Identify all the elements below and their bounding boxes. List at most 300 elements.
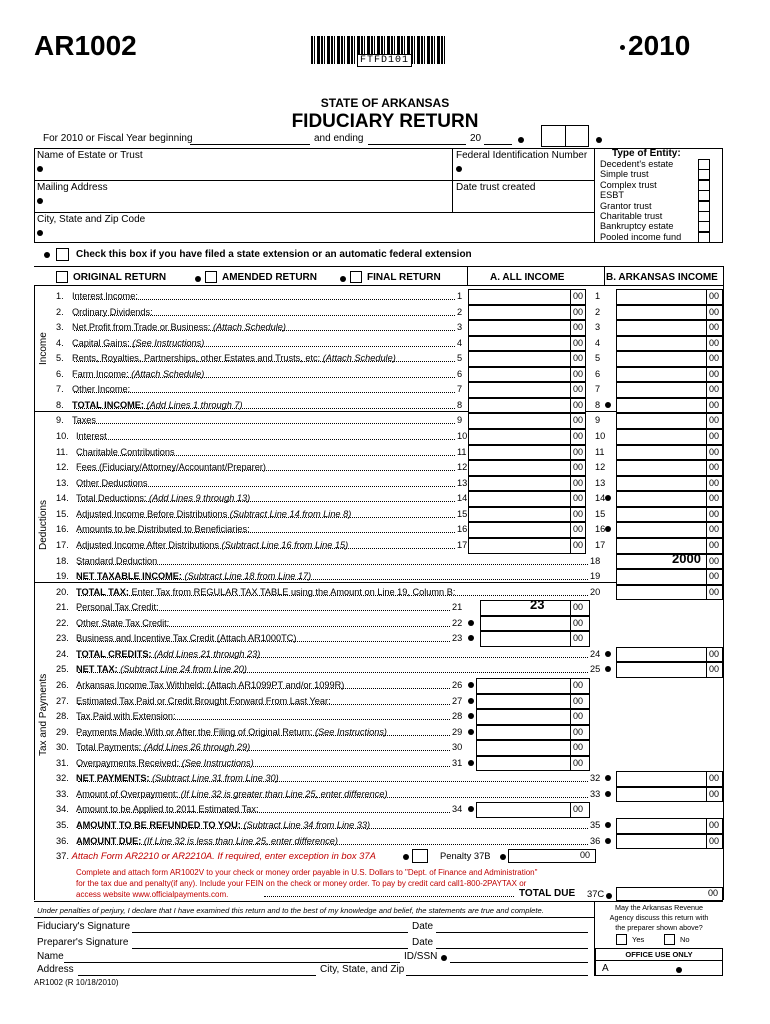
line-label: Overpayments Received: (76, 757, 182, 768)
col-a-cents: 00 (572, 524, 583, 535)
line-instruction: (Attach Schedule) (322, 353, 396, 364)
line-label: Total Deductions: (76, 493, 150, 504)
preparer-signature-field[interactable] (132, 948, 408, 949)
line-label: Total Payments: (76, 742, 144, 753)
leader (78, 710, 450, 720)
entity-type-checkbox[interactable] (698, 211, 710, 222)
line-bold-label: AMOUNT TO BE REFUNDED TO YOU: (76, 820, 244, 831)
leader (78, 617, 450, 627)
line-bold-label: NET TAXABLE INCOME: (76, 571, 185, 582)
col-a-field[interactable] (468, 460, 586, 476)
col-a-field[interactable] (468, 522, 586, 538)
col-b-ref: 16 (595, 524, 606, 535)
col-a-field[interactable] (468, 413, 586, 429)
total-due-label: TOTAL DUE (519, 888, 576, 899)
period-end-field[interactable] (368, 144, 466, 145)
col-b-cents: 00 (708, 446, 719, 457)
col-b-cents: 00 (708, 555, 719, 566)
col-b-cents: 00 (708, 788, 719, 799)
line-instruction: (Attach Schedule) (212, 322, 286, 333)
leader (78, 757, 450, 767)
line-label: Amounts to be Distributed to Beneficiaries: (76, 524, 250, 535)
divider (34, 917, 594, 918)
penalty-cents: 00 (580, 850, 591, 860)
entity-type-label: Complex trust (600, 179, 657, 190)
preparer-name-field[interactable] (64, 962, 400, 963)
date-created-input[interactable] (456, 193, 586, 211)
line-37 (56, 850, 376, 861)
col-a-field[interactable] (468, 538, 586, 554)
line-instruction: (Subtract Line 16 from Line 15) (221, 539, 349, 550)
line-instruction: (See Instructions) (181, 757, 254, 768)
city-input[interactable] (40, 225, 580, 243)
leader (78, 446, 455, 456)
standard-deduction-value: 2000 (672, 550, 701, 566)
office-use-label: OFFICE USE ONLY (625, 950, 693, 959)
bullet (468, 682, 474, 688)
leader (74, 414, 455, 424)
bullet (456, 166, 462, 172)
line-instruction: (Subtract Line 18 from Line 17) (184, 571, 312, 582)
col-a-cents: 00 (572, 322, 583, 333)
year-dot (620, 45, 625, 50)
line-ref: 7 (457, 384, 463, 395)
col-b-ref: 9 (595, 415, 601, 426)
line-bold-label: TOTAL INCOME: (72, 399, 147, 410)
divider (34, 285, 723, 286)
line-instruction: (Add Lines 1 through 7) (146, 399, 243, 410)
col-b-cents: 00 (708, 415, 719, 426)
bullet (403, 854, 409, 860)
col-b-header: B. ARKANSAS INCOME (606, 272, 718, 283)
cents-label: 00 (572, 633, 583, 644)
line-ref: 18 (590, 555, 601, 566)
col-a-field[interactable] (468, 382, 586, 398)
col-b-cents: 00 (708, 462, 719, 473)
col-b-ref: 17 (595, 539, 606, 550)
col-b-ref: 11 (595, 446, 605, 457)
leader (74, 290, 455, 300)
line-instruction: (Subtract Line 34 from Line 33) (243, 820, 371, 831)
line-ref: 9 (457, 415, 463, 426)
col-a-cents: 00 (572, 446, 583, 457)
final-return-checkbox[interactable] (350, 271, 362, 283)
extension-checkbox[interactable] (56, 248, 69, 261)
preparer-name-label: Name (37, 951, 64, 962)
col-b-ref: 4 (595, 337, 601, 348)
line-number: 8. (56, 399, 64, 410)
line-label: Enter Tax from REGULAR TAX TABLE using the Amount on Line 19, Column B: (131, 586, 456, 597)
col-a-cents: 00 (572, 477, 583, 488)
line-label: Adjusted Income Before Distributions (76, 508, 230, 519)
leader (78, 788, 588, 798)
line-ref: 12 (457, 462, 468, 473)
leader (78, 430, 455, 440)
name-input[interactable] (40, 160, 440, 178)
line-number: 36. (56, 835, 69, 846)
col-b-cents: 00 (708, 539, 719, 550)
preparer-address-field[interactable] (78, 975, 316, 976)
period-prefix: For 2010 or Fiscal Year beginning (43, 133, 193, 144)
line-37-text: Attach Form AR2210 or AR2210A. If required, enter exception in box (71, 850, 357, 861)
col-a-field[interactable] (468, 398, 586, 414)
line-bold-label: TOTAL CREDITS: (76, 648, 155, 659)
bullet (596, 137, 602, 143)
entity-type-checkbox[interactable] (698, 221, 710, 232)
line-label: Tax Paid with Extension: (76, 711, 176, 722)
col-b-ref: 5 (595, 353, 601, 364)
col-b-cents: 00 (708, 648, 719, 659)
divider (467, 266, 468, 286)
leader (74, 306, 455, 316)
col-b-cents: 00 (708, 493, 719, 504)
col-b-ref: 14 (595, 493, 606, 504)
entity-type-checkbox[interactable] (698, 201, 710, 212)
line-ref: 23 (452, 633, 463, 644)
line-number: 2. (56, 306, 64, 317)
cents-label: 00 (572, 695, 583, 706)
col-b-ref: 15 (595, 508, 606, 519)
entity-type-checkbox[interactable] (698, 169, 710, 180)
mailing-label: Mailing Address (37, 182, 108, 193)
col-a-cents: 00 (572, 399, 583, 410)
final-return-label: FINAL RETURN (367, 272, 441, 283)
col-a-cents: 00 (572, 368, 583, 379)
col-b-cents: 00 (708, 477, 719, 488)
preparer-date-label: Date (412, 937, 434, 948)
discuss-yes-label: Yes (632, 935, 645, 944)
discuss-no-checkbox[interactable] (664, 934, 675, 945)
preparer-date-field[interactable] (436, 948, 588, 949)
line-label: Capital Gains: (72, 337, 133, 348)
line-number: 28. (56, 711, 69, 722)
perjury-statement: Under penalties of perjury, I declare that I have examined this return and to the best of my knowledge and belief, the statements are true and complete. (37, 906, 544, 915)
col-a-cents: 00 (572, 306, 583, 317)
line-number: 22. (56, 617, 69, 628)
entity-type-label: Pooled income fund (600, 231, 682, 242)
line-ref: 19 (590, 571, 601, 582)
line-ref: 13 (457, 477, 468, 488)
preparer-city-label: City, State, and Zip (320, 964, 405, 975)
col-b-ref: 13 (595, 477, 606, 488)
line-ref: 5 (457, 353, 463, 364)
bullet (195, 276, 201, 282)
col-a-cents: 00 (572, 291, 583, 301)
line-ref: 29 (452, 726, 463, 737)
payment-note-1: Complete and attach form AR1002V to your check or money order payable in U.S. Dollars to "Dept. of Finance and Administration" (76, 868, 538, 877)
fein-input[interactable] (466, 160, 586, 178)
divider (34, 266, 723, 267)
page-title: FIDUCIARY RETURN (291, 111, 479, 132)
line-bold-label: AMOUNT DUE: (76, 835, 144, 846)
entity-type-label: Simple trust (600, 169, 649, 180)
leader (78, 803, 450, 813)
entity-type-label: Decedent's estate (600, 159, 674, 169)
cents-label: 00 (572, 602, 583, 613)
col-b-cents: 00 (708, 384, 719, 395)
line-ref: 32 (590, 773, 601, 784)
line-bold-label: TOTAL TAX: (76, 586, 132, 597)
line-label: Amount to be Applied to 2011 Estimated Tax: (76, 804, 259, 815)
line-number: 29. (56, 726, 69, 737)
cents-label: 00 (572, 711, 583, 722)
col-b-cents: 00 (708, 524, 719, 535)
line-bold-label: NET PAYMENTS: (76, 773, 153, 784)
line-ref: 24 (590, 648, 601, 659)
fein-label: Federal Identification Number (456, 150, 588, 161)
col-a-cents: 00 (572, 462, 583, 473)
date-created-label: Date trust created (456, 182, 536, 193)
line-ref: 15 (457, 508, 468, 519)
amended-return-checkbox[interactable] (205, 271, 217, 283)
col-a-field[interactable] (468, 305, 586, 321)
col-a-field[interactable] (468, 336, 586, 352)
entity-type-checkbox[interactable] (698, 180, 710, 191)
line-number: 14. (56, 493, 69, 504)
form-id: AR1002 (34, 30, 137, 61)
discuss-yes-checkbox[interactable] (616, 934, 627, 945)
col-b-ref: 1 (595, 291, 601, 301)
divider (594, 148, 595, 243)
bullet (468, 806, 474, 812)
line-label: Other Deductions (76, 477, 148, 488)
original-return-checkbox[interactable] (56, 271, 68, 283)
divider (604, 266, 605, 286)
leader (78, 695, 450, 705)
col-b-cents: 00 (708, 322, 719, 333)
bullet (605, 666, 611, 672)
col-a-cents: 00 (572, 493, 583, 504)
divider (34, 180, 594, 181)
period-year-label: 20 (470, 133, 482, 144)
line-instruction: (See Instructions) (132, 337, 205, 348)
leader (78, 461, 455, 471)
line-ref: 33 (590, 788, 601, 799)
leader (74, 352, 455, 362)
line-label: Adjusted Income After Distributions (76, 539, 222, 550)
line-ref: 16 (457, 524, 468, 535)
line-ref: 31 (452, 757, 463, 768)
line-ref: 2 (457, 306, 463, 317)
bullet (605, 822, 611, 828)
line-number: 30. (56, 742, 69, 753)
office-a-label: A (602, 963, 609, 974)
line-number: 1. (56, 291, 64, 301)
divider (595, 960, 723, 961)
divider (34, 901, 723, 902)
line-instruction: (Add Lines 26 through 29) (143, 742, 251, 753)
line-number: 15. (56, 508, 69, 519)
col-a-field[interactable] (468, 351, 586, 367)
line-ref: 17 (457, 539, 468, 550)
line-number: 20. (56, 586, 69, 597)
line-ref: 21 (452, 602, 463, 613)
entity-type-label: Charitable trust (600, 211, 663, 221)
line-ref: 11 (457, 446, 467, 457)
cents-label: 00 (572, 680, 583, 690)
fiduciary-date-field[interactable] (436, 932, 588, 933)
col-a-cents: 00 (572, 431, 583, 442)
line-instruction: (Add Lines 9 through 13) (149, 493, 251, 504)
col-a-field[interactable] (468, 507, 586, 523)
line-number: 23. (56, 633, 69, 644)
line-instruction: (See Instructions) (314, 726, 387, 737)
line-label: Amount of Overpayment: (76, 788, 181, 799)
line-37-box-label: 37A (359, 850, 376, 861)
bullet (676, 967, 682, 973)
bullet (468, 620, 474, 626)
line-ref: 4 (457, 337, 463, 348)
discuss-line-3: the preparer shown above? (615, 923, 703, 932)
bullet (605, 838, 611, 844)
line-number: 12. (56, 462, 69, 473)
line-number: 6. (56, 368, 64, 379)
bullet (468, 635, 474, 641)
line-ref: 3 (457, 322, 463, 333)
leader (74, 337, 455, 347)
bullet (44, 252, 50, 258)
section-deductions: Deductions (38, 499, 49, 550)
entity-type-checkbox[interactable] (698, 159, 710, 170)
entity-type-checkbox[interactable] (698, 232, 710, 243)
period-begin-field[interactable] (190, 144, 310, 145)
col-b-cents: 00 (708, 773, 719, 784)
line-instruction: (Add Lines 21 through 23) (154, 648, 261, 659)
line-label: Standard Deduction (76, 555, 158, 566)
extension-text: Check this box if you have filed a state extension or an automatic federal extension (76, 249, 472, 260)
col-a-field[interactable] (468, 367, 586, 383)
col-a-cents: 00 (572, 415, 583, 426)
bullet (605, 495, 611, 501)
entity-type-label: Grantor trust (600, 200, 652, 211)
line-37-number: 37. (56, 850, 70, 861)
leader (78, 819, 588, 829)
col-b-ref: 2 (595, 306, 601, 317)
line-number: 19. (56, 571, 69, 582)
leader (78, 835, 588, 845)
section-tax-payments: Tax and Payments (38, 673, 49, 756)
discuss-line-1: May the Arkansas Revenue (615, 903, 703, 912)
bullet (441, 955, 447, 961)
period-ending-label: and ending (314, 133, 364, 144)
discuss-question (596, 903, 722, 933)
col-b-ref: 8 (595, 399, 601, 410)
line-number: 13. (56, 477, 69, 488)
bullet (606, 893, 612, 899)
col-a-cents: 00 (572, 539, 583, 550)
line-label: Net Profit from Trade or Business: (72, 322, 213, 333)
leader (78, 508, 455, 518)
col-a-field[interactable] (468, 320, 586, 336)
line-instruction: (If Line 32 is less than Line 25, enter difference) (143, 835, 338, 846)
col-a-field[interactable] (468, 476, 586, 492)
divider (34, 285, 35, 900)
bullet (605, 775, 611, 781)
leader (78, 648, 588, 658)
line-instruction: (Subtract Line 24 from Line 20) (120, 664, 247, 675)
fiduciary-signature-label: Fiduciary's Signature (37, 921, 131, 932)
line-number: 16. (56, 524, 69, 535)
line-label: Ordinary Dividends: (72, 306, 153, 317)
entity-type-checkbox[interactable] (698, 190, 710, 201)
line-label: Interest (76, 431, 107, 442)
col-b-cents: 00 (708, 431, 719, 442)
leader (78, 570, 588, 580)
total-due-field[interactable] (616, 887, 723, 901)
line-label: Rents, Royalties, Partnerships, other Estates and Trusts, etc: (72, 353, 323, 364)
entity-type-label: Bankruptcy estate (600, 221, 674, 232)
leader (78, 586, 588, 596)
period-year-field[interactable] (484, 144, 512, 145)
col-a-field[interactable] (468, 491, 586, 507)
bullet (468, 760, 474, 766)
exception-37a-box[interactable] (412, 849, 428, 863)
leader (78, 477, 455, 487)
line-label: Charitable Contributions (76, 446, 175, 457)
bullet (468, 729, 474, 735)
col-a-cents: 00 (572, 384, 583, 395)
preparer-city-field[interactable] (406, 975, 588, 976)
line-ref: 28 (452, 711, 463, 722)
line-label: Estimated Tax Paid or Credit Brought Forward From Last Year: (76, 695, 331, 706)
leader (78, 679, 450, 689)
payment-note-3: access website www.officialpayments.com. (76, 890, 229, 899)
line-number: 32. (56, 773, 69, 784)
line-instruction: (Attach Schedule) (131, 368, 205, 379)
line-number: 17. (56, 539, 69, 550)
col-a-field[interactable] (468, 445, 586, 461)
col-b-cents: 00 (708, 353, 719, 364)
form-footer: AR1002 (R 10/18/2010) (34, 978, 119, 987)
bullet (605, 402, 611, 408)
leader (264, 896, 514, 897)
col-a-field[interactable] (468, 429, 586, 445)
line-label: Fees (Fiduciary/Attorney/Accountant/Preparer) (76, 462, 266, 473)
line-ref: 25 (590, 664, 601, 675)
leader (78, 726, 450, 736)
bullet (340, 276, 346, 282)
line-ref: 27 (452, 695, 463, 706)
col-a-field[interactable] (468, 289, 586, 305)
mailing-input[interactable] (40, 193, 440, 211)
line-number: 35. (56, 820, 69, 831)
line-label: Business and Incentive Tax Credit (Attach AR1000TC) (76, 633, 297, 644)
id-ssn-field[interactable] (450, 962, 588, 963)
line-instruction: (If Line 32 is greater than Line 25, enter difference) (180, 788, 388, 799)
bullet (518, 137, 524, 143)
col-b-ref: 10 (595, 431, 606, 442)
line-number: 3. (56, 322, 64, 333)
col-a-cents: 00 (572, 353, 583, 364)
line-number: 33. (56, 788, 69, 799)
total-due-ref: 37C (587, 888, 605, 899)
barcode-text: FTFD101 (357, 54, 412, 67)
fiduciary-signature-field[interactable] (132, 932, 408, 933)
line-number: 24. (56, 648, 69, 659)
line-ref: 34 (452, 804, 463, 815)
line-ref: 35 (590, 820, 601, 831)
line-number: 25. (56, 664, 69, 675)
leader (78, 523, 455, 533)
name-label: Name of Estate or Trust (37, 150, 143, 161)
line-bold-label: NET TAX: (76, 664, 121, 675)
col-a-cents: 00 (572, 337, 583, 348)
leader (74, 368, 455, 378)
line-ref: 14 (457, 493, 468, 504)
line-ref: 36 (590, 835, 601, 846)
cents-label: 00 (572, 726, 583, 737)
col-b-cents: 00 (708, 306, 719, 317)
